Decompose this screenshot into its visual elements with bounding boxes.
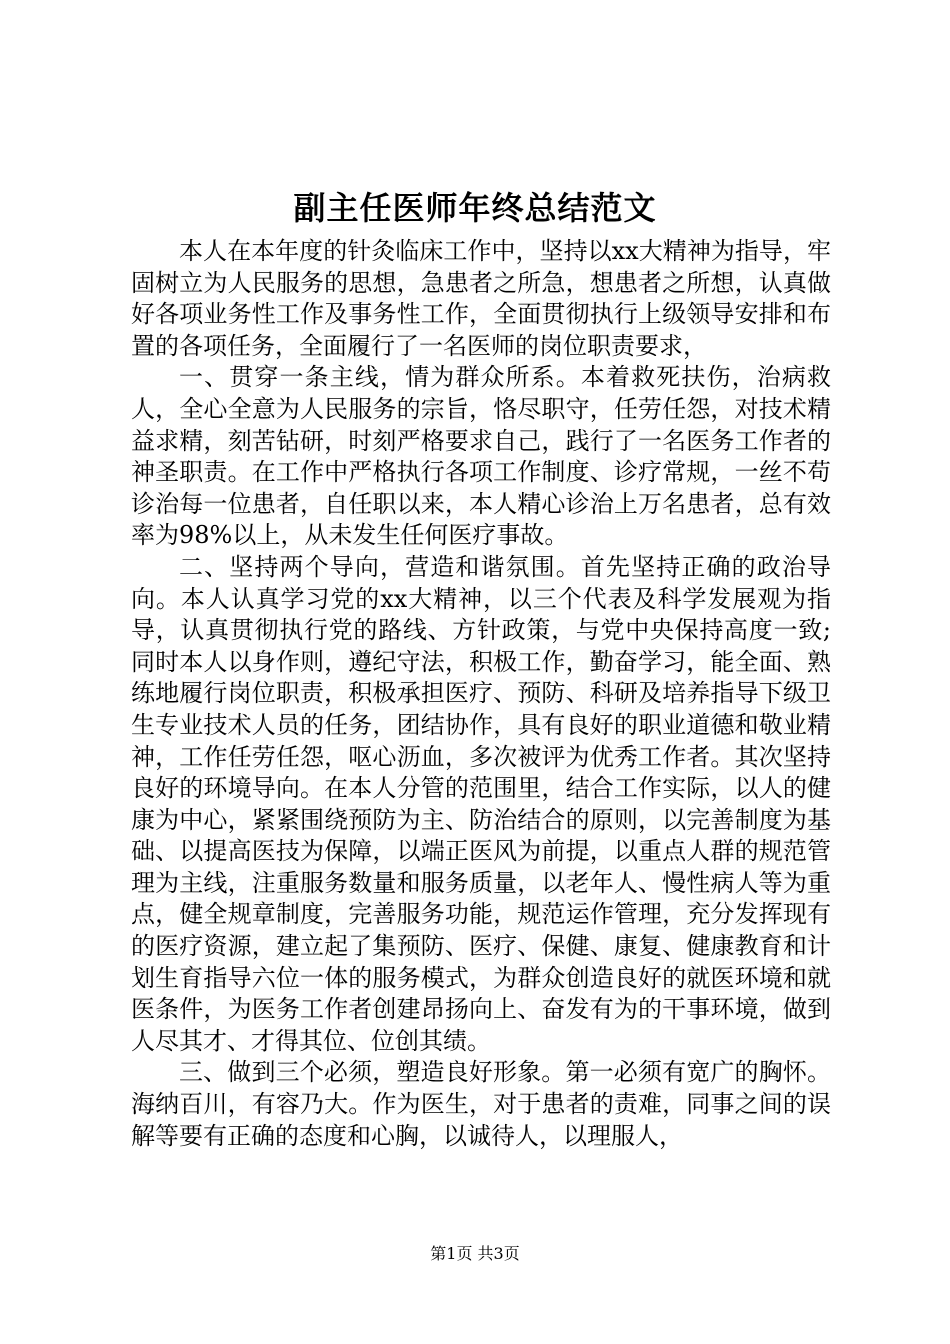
document-title: 副主任医师年终总结范文 xyxy=(293,189,657,227)
document-body xyxy=(131,236,831,1152)
page-footer: 第1页 共3页 xyxy=(430,1244,520,1263)
paragraph-section-three: 三、做到三个必须，塑造良好形象。第一必须有宽广的胸怀。海纳百川，有容乃大。作为医生，对于患者的责难，同事之间的误解等要有正确的态度和心胸，以诚待人，以理服人， xyxy=(131,1058,831,1150)
paragraph-section-two: 二、坚持两个导向，营造和谐氛围。首先坚持正确的政治导向。本人认真学习党的xx大精神，以三个代表及科学发展观为指导，认真贯彻执行党的路线、方针政策，与党中央保持高度一致;同时本人以身作则，遵纪守法，积极工作，勤奋学习，能全面、熟练地履行岗位职责，积极承担医疗、预防、科研及培养指导下级卫生专业技术人员的任务，团结协作，具有良好的职业道德和敬业精神，工作任劳任怨，呕心沥血，多次被评为优秀工作者。其次坚持良好的环境导向。在本人分管的范围里，结合工作实际，以人的健康为中心，紧紧围绕预防为主、防治结合的原则，以完善制度为基础、以提高医技为保障，以端正医风为前提，以重点人群的规范管理为主线，注重服务数量和服务质量，以老年人、慢性病人等为重点，健全规章制度，完善服务功能，规范运作管理，充分发挥现有的医疗资源，建立起了集预防、医疗、保健、康复、健康教育和计划生育指导六位一体的服务模式，为群众创造良好的就医环境和就医条件，为医务工作者创建昂扬向上、奋发有为的干事环境，做到人尽其才、才得其位、位创其绩。 xyxy=(131,552,831,1055)
paragraph-intro: 本人在本年度的针灸临床工作中，坚持以xx大精神为指导，牢固树立为人民服务的思想，急患者之所急，想患者之所想，认真做好各项业务性工作及事务性工作，全面贯彻执行上级领导安排和布置的各项任务，全面履行了一名医师的岗位职责要求， xyxy=(131,237,831,360)
paragraph-section-one: 一、贯穿一条主线，情为群众所系。本着救死扶伤，治病救人，全心全意为人民服务的宗旨，恪尽职守，任劳任怨，对技术精益求精，刻苦钻研，时刻严格要求自己，践行了一名医务工作者的神圣职责。在工作中严格执行各项工作制度、诊疗常规，一丝不苟诊治每一位患者，自任职以来，本人精心诊治上万名患者，总有效率为98%以上，从未发生任何医疗事故。 xyxy=(131,363,831,550)
